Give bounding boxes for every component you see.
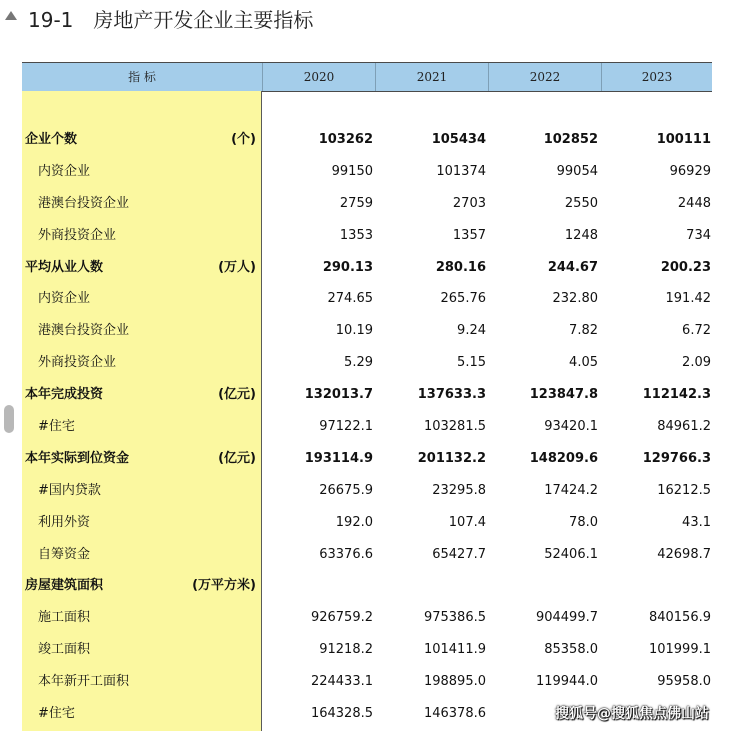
- row-value-2021: 201132.2: [417, 450, 486, 466]
- row-value-2021: 105434: [431, 132, 486, 147]
- row-value-2022: 85358.0: [544, 642, 598, 658]
- row-value-2022: 93420.1: [544, 419, 598, 435]
- table-row: [22, 570, 712, 602]
- table-row: [22, 634, 712, 666]
- row-value-2021: 101411.9: [423, 642, 486, 658]
- page-title: 19-1 房地产开发企业主要指标: [28, 8, 314, 32]
- row-value-2022: 52406.1: [544, 546, 598, 562]
- row-value-2023: 84961.2: [657, 419, 711, 435]
- row-value-2022: 78.0: [569, 514, 598, 530]
- header-year-2022: 2022: [529, 70, 561, 84]
- row-value-2023: 6.72: [682, 323, 711, 339]
- row-label: 港澳台投资企业: [38, 323, 130, 339]
- row-label: 外商投资企业: [38, 227, 117, 243]
- row-value-2020: 2759: [339, 195, 373, 211]
- row-label: 本年完成投资: [25, 387, 104, 403]
- row-unit: (个): [231, 132, 256, 147]
- row-value-2023: [611, 570, 711, 602]
- row-value-2020: 193114.9: [304, 450, 373, 466]
- row-label: #住宅: [38, 419, 75, 435]
- row-value-2022: 904499.7: [535, 610, 598, 626]
- table-row: [22, 315, 712, 347]
- row-value-2022: 232.80: [552, 291, 598, 307]
- row-value-2020: 132013.7: [304, 387, 373, 403]
- table-row: [22, 443, 712, 475]
- row-label: 自筹资金: [38, 546, 91, 562]
- row-value-2023: 200.23: [660, 259, 711, 275]
- row-value-2020: 26675.9: [319, 482, 373, 498]
- row-value-2020: [273, 570, 373, 602]
- header-year-2020: 2020: [303, 70, 335, 84]
- row-label: 施工面积: [38, 610, 91, 626]
- row-value-2020: 5.29: [344, 355, 373, 371]
- table-row: [22, 602, 712, 634]
- row-label: 港澳台投资企业: [38, 195, 130, 211]
- row-value-2021: 280.16: [435, 259, 486, 275]
- row-value-2022: [498, 570, 598, 602]
- row-label: #住宅: [38, 706, 75, 722]
- table-row: [22, 475, 712, 507]
- row-value-2021: 5.15: [457, 355, 486, 371]
- table-row: [22, 539, 712, 571]
- row-value-2022: 119944.0: [535, 674, 598, 690]
- row-value-2020: 99150: [331, 163, 373, 179]
- row-value-2020: 91218.2: [319, 642, 373, 658]
- row-label: 本年新开工面积: [38, 674, 130, 690]
- table-row: [22, 347, 712, 379]
- row-value-2020: 290.13: [322, 259, 373, 275]
- row-value-2023: 96929: [669, 163, 711, 179]
- table-row: [22, 252, 712, 284]
- row-value-2022: 148209.6: [529, 450, 598, 466]
- row-label: 外商投资企业: [38, 355, 117, 371]
- collapse-triangle-icon[interactable]: [5, 11, 17, 20]
- row-value-2022: 17424.2: [544, 482, 598, 498]
- table-row: [22, 188, 712, 220]
- row-value-2023: 2448: [677, 195, 711, 211]
- row-value-2023: 129766.3: [642, 450, 711, 466]
- title-bar: [0, 0, 740, 36]
- row-value-2021: 265.76: [440, 291, 486, 307]
- row-value-2020: 97122.1: [319, 419, 373, 435]
- row-label: 平均从业人数: [25, 259, 104, 275]
- row-label: 利用外资: [38, 514, 91, 530]
- row-value-2021: 65427.7: [432, 546, 486, 562]
- table-body: [22, 124, 712, 730]
- table-row: [22, 379, 712, 411]
- row-value-2023: 2.09: [682, 355, 711, 371]
- row-value-2020: 224433.1: [310, 674, 373, 690]
- row-label: 房屋建筑面积: [25, 578, 104, 594]
- row-value-2022: 244.67: [547, 259, 598, 275]
- row-value-2023: 100111: [656, 132, 711, 147]
- row-label: #国内贷款: [38, 482, 101, 498]
- table-row: [22, 411, 712, 443]
- row-value-2021: 198895.0: [423, 674, 486, 690]
- row-value-2021: [386, 570, 486, 602]
- row-value-2022: 102852: [543, 132, 598, 147]
- row-value-2023: 734: [686, 227, 711, 243]
- table-row: [22, 507, 712, 539]
- row-value-2021: 103281.5: [423, 419, 486, 435]
- table-row: [22, 283, 712, 315]
- row-value-2020: 1353: [339, 227, 373, 243]
- row-value-2022: 4.05: [569, 355, 598, 371]
- header-indicator: 指 标: [128, 70, 156, 84]
- row-value-2020: 10.19: [335, 323, 373, 339]
- scrollbar-thumb[interactable]: [4, 405, 14, 433]
- row-value-2020: 164328.5: [310, 706, 373, 722]
- row-value-2023: 43.1: [682, 514, 711, 530]
- row-value-2021: 101374: [436, 163, 486, 179]
- row-value-2023: 42698.7: [657, 546, 711, 562]
- row-value-2021: 975386.5: [423, 610, 486, 626]
- row-value-2021: 146378.6: [423, 706, 486, 722]
- row-unit: (亿元): [218, 450, 256, 466]
- row-value-2022: 99054: [556, 163, 598, 179]
- row-value-2023: 840156.9: [648, 610, 711, 626]
- header-year-2021: 2021: [416, 70, 448, 84]
- row-unit: (亿元): [218, 387, 256, 403]
- row-label: 本年实际到位资金: [25, 450, 130, 466]
- row-value-2023: 95958.0: [657, 674, 711, 690]
- row-value-2022: 7.82: [569, 323, 598, 339]
- row-value-2023: 191.42: [665, 291, 711, 307]
- row-value-2023: 101999.1: [648, 642, 711, 658]
- row-value-2020: 103262: [318, 132, 373, 147]
- row-value-2022: 1248: [564, 227, 598, 243]
- row-label: 内资企业: [38, 163, 91, 179]
- row-value-2020: 192.0: [335, 514, 373, 530]
- row-value-2023: 16212.5: [657, 482, 711, 498]
- table-row: [22, 220, 712, 252]
- row-value-2021: 1357: [452, 227, 486, 243]
- row-unit: (万平方米): [192, 578, 256, 594]
- row-value-2021: 107.4: [448, 514, 486, 530]
- table-row: [22, 124, 712, 156]
- row-value-2020: 274.65: [327, 291, 373, 307]
- row-value-2020: 63376.6: [319, 546, 373, 562]
- row-value-2021: 2703: [452, 195, 486, 211]
- row-value-2021: 137633.3: [417, 387, 486, 403]
- table-row: [22, 156, 712, 188]
- row-value-2023: 112142.3: [642, 387, 711, 403]
- row-label: 竣工面积: [38, 642, 91, 658]
- row-value-2021: 9.24: [457, 323, 486, 339]
- row-label: 企业个数: [25, 132, 78, 147]
- row-value-2022: 123847.8: [529, 387, 598, 403]
- indicator-table: [22, 62, 712, 731]
- table-row: [22, 666, 712, 698]
- row-label: 内资企业: [38, 291, 91, 307]
- row-unit: (万人): [218, 259, 256, 275]
- watermark: 搜狐号@搜狐焦点佛山站: [555, 706, 709, 722]
- header-year-2023: 2023: [641, 70, 673, 84]
- table-header: [22, 62, 712, 92]
- row-value-2020: 926759.2: [310, 610, 373, 626]
- row-value-2021: 23295.8: [432, 482, 486, 498]
- row-value-2022: 2550: [564, 195, 598, 211]
